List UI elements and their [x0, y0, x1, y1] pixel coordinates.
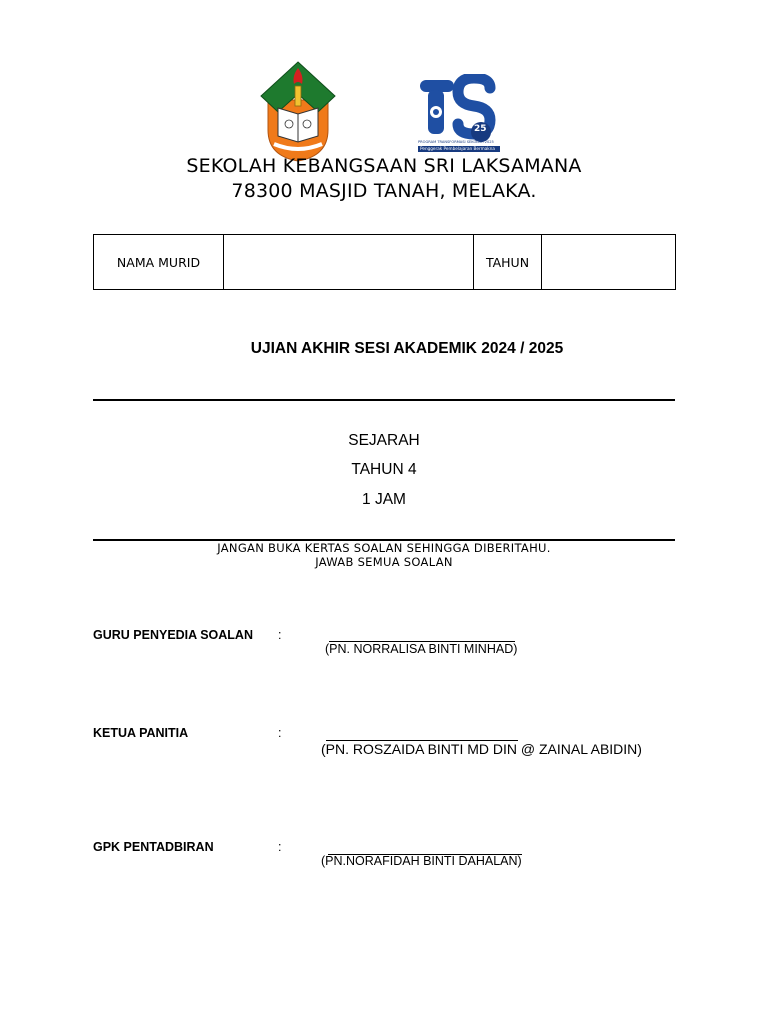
signature-name-question-setter: (PN. NORRALISA BINTI MINHAD) [325, 642, 518, 656]
ts25-caption-line2: Penggerak Pembelajaran Bermakna [418, 146, 500, 152]
school-name: SEKOLAH KEBANGSAAN SRI LAKSAMANA [186, 155, 582, 177]
student-year-label: TAHUN [474, 235, 542, 290]
ts25-program-logo [418, 74, 500, 162]
school-address: 78300 MASJID TANAH, MELAKA. [231, 180, 537, 202]
signature-role-admin-deputy: GPK PENTADBIRAN [93, 840, 214, 854]
student-name-label: NAMA MURID [94, 235, 224, 290]
signature-role-panel-head: KETUA PANITIA [93, 726, 189, 740]
instruction-line-1: JANGAN BUKA KERTAS SOALAN SEHINGGA DIBERITAHU. [217, 541, 551, 555]
exam-duration: 1 JAM [362, 491, 406, 508]
signature-colon: : [278, 840, 282, 854]
signature-name-panel-head: (PN. ROSZAIDA BINTI MD DIN @ ZAINAL ABIDIN) [321, 741, 642, 757]
instruction-line-2: JAWAB SEMUA SOALAN [315, 555, 453, 569]
ts25-number: 25 [474, 124, 487, 134]
signature-colon: : [278, 726, 282, 740]
exam-subject: SEJARAH [348, 432, 420, 449]
signature-name-admin-deputy: (PN.NORAFIDAH BINTI DAHALAN) [321, 854, 522, 868]
exam-year: TAHUN 4 [351, 461, 417, 478]
student-info-table [93, 234, 676, 290]
signature-role-question-setter: GURU PENYEDIA SOALAN [93, 628, 253, 642]
ts25-caption-line1: PROGRAM TRANSFORMASI SEKOLAH 2025 [418, 140, 494, 144]
divider-top [93, 399, 675, 401]
student-year-field[interactable] [542, 235, 676, 290]
exam-title: UJIAN AKHIR SESI AKADEMIK 2024 / 2025 [250, 340, 564, 357]
student-name-field[interactable] [224, 235, 474, 290]
signature-colon: : [278, 628, 282, 642]
school-crest-logo [258, 60, 338, 162]
